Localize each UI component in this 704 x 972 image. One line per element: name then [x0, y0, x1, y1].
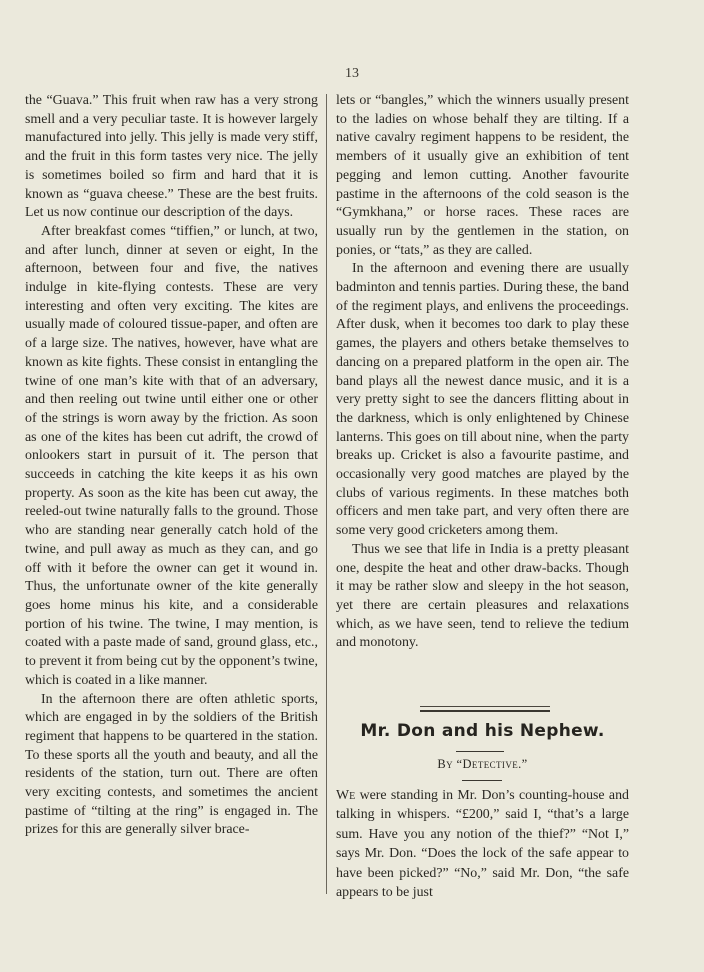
paragraph: [336, 786, 629, 902]
story-byline: By “Detective.”: [437, 757, 528, 771]
paragraph: In the afternoon and evening there are usually badminton and tennis parties. During these, the band of the regiment plays, and enlivens the proceedings. After dusk, when it becomes too dark to play these games, the players and others betake themselves to dancing on a prepared platform in the open air. The band plays all the newest dance music, and it is a very pretty sight to see the dancers flitting about in the darkness, which is only enlightened by Chinese lanterns. This goes on till about nine, when the party breaks up. Cricket is also a favourite pastime, and occasionally very good matches are played by the clubs of various regiments. In these matches both officers and men take part, and very often there are some very good cricketers among them.: [336, 261, 629, 539]
paragraph: Thus we see that life in India is a pretty pleasant one, despite the heat and other draw-backs. Though it may be rather slow and sleepy in the hot season, yet there are certain pleasures and relaxations which, as we have seen, tend to relieve the tedium and monotony.: [336, 541, 629, 651]
story-text: were standing in Mr. Don’s counting-house and talking in whispers. “£200,” said I, “that’s a large sum. Have you any notion of the thief?” “Not I,” says Mr. Don. “Does the lock of the safe appear to have been picked?” “No,” said Mr. Don, “the safe appears to be just: [336, 788, 629, 901]
paragraph: lets or “bangles,” which the winners usually present to the ladies on whose behalf they are tilting. If a native cavalry regiment happens to be resident, the members of it usually give an exhibition of tent pegging and lemon cutting. Another favourite pastime in the afternoons of the cold season is the “Gymkhana,” or horse races. These races are usually run by the gentlemen in the station, on ponies, or “tats,” as they are called.: [336, 93, 629, 258]
story-title: Mr. Don and his Nephew.: [360, 721, 605, 741]
section-end-rule: [420, 706, 550, 707]
title-rule: [456, 751, 504, 752]
page-number: 13: [345, 66, 359, 81]
right-column: [336, 92, 629, 653]
left-column: [25, 92, 318, 840]
paragraph: After breakfast comes “tiffien,” or lunch, at two, and after lunch, dinner at seven or eight, In the afternoon, between four and five, the natives indulge in kite-flying contests. These are very interesting and often very exciting. The kites are usually made of coloured tissue-paper, and often are of a large size. The natives, however, have what are known as kite fights. These consist in entangling the twine of one man’s kite with that of an adversary, and then reeling out twine until either one or other of the strings is worn away by the friction. As soon as one of the kites has been cut adrift, the crowd of onlookers start in pursuit of it. The person that succeeds in catching the kite keeps it as his own property. As soon as the kite has been cut away, the reeled-out twine naturally falls to the ground. Those who are standing near generally catch hold of the twine, and pull away as much as they can, and go off with it before the owner can get it wound in. Thus, the unfortunate owner of the kite generally goes home minus his kite, and a considerable portion of his twine. The twine, I may mention, is coated with a paste made of sand, ground glass, etc., to prevent it from being cut by the opponent’s twine, which is coated in a like manner.: [25, 223, 318, 688]
section-end-rule-thick: [420, 710, 550, 712]
opening-word: We: [336, 788, 356, 803]
column-divider: [326, 94, 327, 894]
paragraph: In the afternoon there are often athletic sports, which are engaged in by the soldiers of the British regiment that happens to be quartered in the station. To these sports all the youth and beauty, and all the residents of the station, turn out. There are often very exciting contests, and sometimes the ancient pastime of “tilting at the ring” is engaged in. The prizes for this are generally silver brace-: [25, 691, 318, 838]
byline-rule: [462, 780, 502, 781]
paragraph: the “Guava.” This fruit when raw has a very strong smell and a very peculiar taste. It is however largely manufactured into jelly. This jelly is made very stiff, and the fruit in this form tastes very nice. The jelly is sometimes boiled so firm and hard that it is known as “guava cheese.” These are the best fruits. Let us now continue our description of the days.: [25, 93, 318, 221]
story-body: [336, 786, 629, 902]
